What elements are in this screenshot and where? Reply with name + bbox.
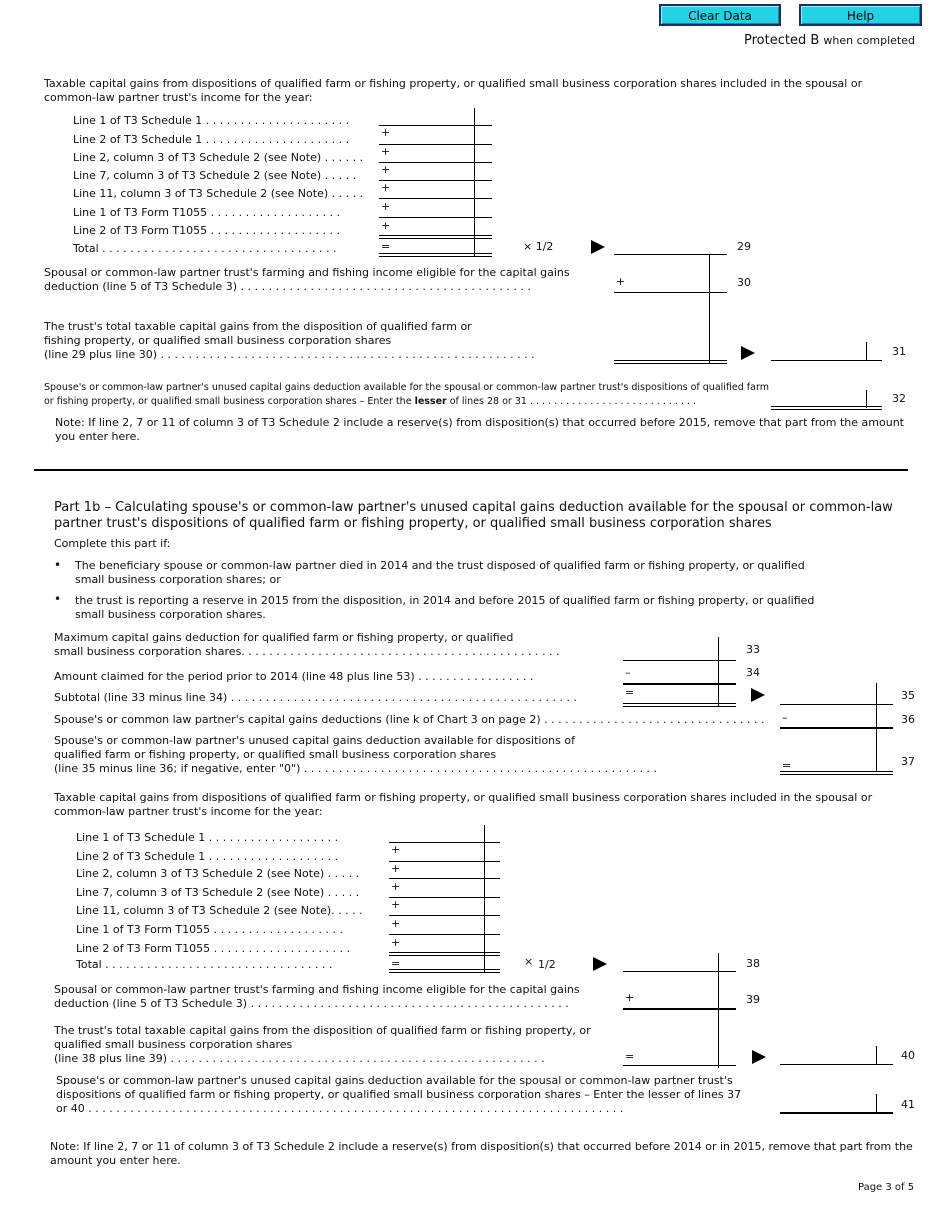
line-31-field[interactable] [771, 360, 882, 361]
line-33-label-1: Maximum capital gains deduction for qualified farm or fishing property, or qualified [54, 631, 514, 644]
arrow-right-icon [741, 346, 755, 360]
line-39-label-1: Spousal or common-law partner trust's farming and fishing income eligible for the capital gains [54, 983, 580, 996]
p1a-row-7: Line 2 of T3 Form T1055 . . . . . . . . . . . . . . . . . . . [73, 224, 341, 237]
line-34-label: Amount claimed for the period prior to 2014 (line 48 plus line 53) . . . . . . . . . . . . . . . . . [54, 670, 534, 683]
p1a-half-multiplier: × 1/2 [523, 240, 554, 253]
plus-sign: + [381, 181, 391, 194]
plus-sign: + [391, 843, 401, 856]
p1a-field-6[interactable] [379, 217, 492, 218]
p1a-row-1: Line 1 of T3 Schedule 1 . . . . . . . . . . . . . . . . . . . . . [73, 114, 350, 127]
p1a-field-total[interactable] [379, 253, 492, 257]
plus-sign: + [391, 936, 401, 949]
p1b-row-5: Line 11, column 3 of T3 Schedule 2 (see Note). . . . . [76, 904, 363, 917]
line-31-cents-divider [866, 342, 867, 360]
arrow-right-icon [593, 957, 607, 971]
p1b-row-total: Total . . . . . . . . . . . . . . . . . . . . . . . . . . . . . . . . . [76, 958, 333, 971]
p1a-row-2: Line 2 of T3 Schedule 1 . . . . . . . . . . . . . . . . . . . . . [73, 133, 350, 146]
complete-if-label: Complete this part if: [54, 537, 171, 550]
p1b-row-6: Line 1 of T3 Form T1055 . . . . . . . . . . . . . . . . . . . [76, 923, 344, 936]
line-35-label: Subtotal (line 33 minus line 34) . . . . . . . . . . . . . . . . . . . . . . . . . . . . . . . . . . . . . . . . . . . . . . . . . . [54, 691, 577, 704]
plus-sign: + [381, 145, 391, 158]
line-number-33: 33 [746, 643, 760, 656]
line-38-field[interactable] [623, 971, 736, 972]
plus-sign: + [625, 991, 635, 1004]
plus-sign: + [391, 898, 401, 911]
line-33-label-2: small business corporation shares. . . . . . . . . . . . . . . . . . . . . . . . . . . . . . . . . . . . . . . . . . . . . . [54, 645, 560, 658]
plus-sign: + [616, 275, 626, 288]
line-32-label-2: or fishing property, or qualified small business corporation shares – Enter the lesser of lines 28 or 31 . . . . . . . . . . . . . . . . . . . . . . . . . . . . [44, 396, 697, 407]
line-41-cents-divider [876, 1094, 877, 1112]
line-37-label-1: Spouse's or common-law partner's unused capital gains deduction available for dispositions of [54, 734, 575, 747]
p1a-row-total: Total . . . . . . . . . . . . . . . . . . . . . . . . . . . . . . . . . . [73, 242, 337, 255]
p1b-field-5[interactable] [389, 915, 500, 916]
line-35-sum-field[interactable] [623, 703, 736, 707]
plus-sign: + [391, 880, 401, 893]
section-divider [34, 469, 908, 471]
p1b-row-7: Line 2 of T3 Form T1055 . . . . . . . . . . . . . . . . . . . . [76, 942, 351, 955]
p1a-field-7[interactable] [379, 235, 492, 239]
p1b-field-3[interactable] [389, 878, 500, 879]
equals-sign: = [782, 759, 792, 772]
p1a-row-6: Line 1 of T3 Form T1055 . . . . . . . . . . . . . . . . . . . [73, 206, 341, 219]
minus-sign: – [625, 666, 631, 679]
line-39-field[interactable] [623, 1008, 736, 1010]
p1a-field-2[interactable] [379, 144, 492, 145]
part1a-note: Note: If line 2, 7 or 11 of column 3 of T3 Schedule 2 include a reserve(s) from disposition(s) that occurred before 2015, remove that part from the amount you enter here. [55, 416, 904, 443]
p1b-field-4[interactable] [389, 897, 500, 898]
line-39-label-2: deduction (line 5 of T3 Schedule 3) . . . . . . . . . . . . . . . . . . . . . . . . . . . . . . . . . . . . . . . . . . . . . . [54, 997, 569, 1010]
line-30-label-1: Spousal or common-law partner trust's farming and fishing income eligible for the capital gains [44, 266, 570, 279]
line-29-field[interactable] [614, 254, 727, 255]
line-number-38: 38 [746, 957, 760, 970]
line-40-sum-field[interactable] [623, 1065, 736, 1066]
line-number-40: 40 [901, 1049, 915, 1062]
plus-sign: + [381, 200, 391, 213]
p1b-row-3: Line 2, column 3 of T3 Schedule 2 (see Note) . . . . . [76, 867, 360, 880]
line-number-39: 39 [746, 993, 760, 1006]
line-41-field[interactable] [780, 1112, 893, 1114]
line-40-cents-divider [876, 1046, 877, 1064]
p1b-half-multiplier: 1/2 [538, 958, 556, 971]
line-number-41: 41 [901, 1098, 915, 1111]
equals-sign: = [625, 1050, 635, 1063]
minus-sign: – [782, 711, 788, 724]
line-31-label-2: fishing property, or qualified small business corporation shares [44, 334, 392, 347]
line-number-32: 32 [892, 392, 906, 405]
help-button[interactable]: Help [799, 4, 922, 26]
line-30-field[interactable] [614, 292, 727, 293]
line-32-label-1: Spouse's or common-law partner's unused capital gains deduction available for the spousal or common-law partner trust's dispositions of qualified farm [44, 382, 769, 393]
bullet-icon: • [54, 592, 62, 606]
p1b-field-2[interactable] [389, 861, 500, 862]
p1b-row-4: Line 7, column 3 of T3 Schedule 2 (see Note) . . . . . [76, 886, 360, 899]
line-35-field[interactable] [780, 704, 893, 705]
p1b-upper-divider [718, 637, 719, 707]
plus-sign: + [381, 163, 391, 176]
p1b-field-total[interactable] [389, 969, 500, 973]
p1a-row-3: Line 2, column 3 of T3 Schedule 2 (see Note) . . . . . . [73, 151, 364, 164]
line-number-34: 34 [746, 666, 760, 679]
equals-sign: = [381, 240, 391, 253]
line-40-field[interactable] [780, 1064, 893, 1065]
part1b-intro: Taxable capital gains from dispositions of qualified farm or fishing property, or qualified small business corporation shares included in the spousal or common-law partner trust's income for the year: [54, 791, 873, 818]
line-32-field[interactable] [771, 406, 882, 410]
p1b-field-1[interactable] [389, 842, 500, 843]
protected-label: Protected B when completed [744, 33, 915, 48]
plus-sign: + [381, 219, 391, 232]
p1a-field-5[interactable] [379, 198, 492, 199]
p1a-row-4: Line 7, column 3 of T3 Schedule 2 (see Note) . . . . . [73, 169, 357, 182]
line-number-37: 37 [901, 755, 915, 768]
part1b-note: Note: If line 2, 7 or 11 of column 3 of T3 Schedule 2 include a reserve(s) from disposition(s) that occurred before 2014 or in 2015, remove that part from the amount you enter here. [50, 1140, 913, 1167]
line-number-30: 30 [737, 276, 751, 289]
part1a-intro: Taxable capital gains from dispositions of qualified farm or fishing property, or qualified small business corporation shares included in the spousal or common-law partner trust's income for the year: [44, 77, 863, 104]
page-number: Page 3 of 5 [858, 1182, 915, 1193]
equals-sign: = [625, 686, 635, 699]
arrow-right-icon [591, 240, 605, 254]
line-37-label-3: (line 35 minus line 36; if negative, enter "0") . . . . . . . . . . . . . . . . . . . . . . . . . . . . . . . . . . . . . . . . . . . . . . . . . . . [54, 762, 658, 775]
line-36-label: Spouse's or common law partner's capital gains deductions (line k of Chart 3 on page 2) . . . . . . . . . . . . . . . . . . . . . . . . . . . . . . . . [54, 713, 765, 726]
line-41-label-3: or 40 . . . . . . . . . . . . . . . . . . . . . . . . . . . . . . . . . . . . . . . . . . . . . . . . . . . . . . . . . . . . . . . . . . . . . . . . . . . . . [56, 1102, 624, 1115]
p1a-column-divider [474, 108, 475, 256]
bullet-icon: • [54, 558, 62, 572]
p1b-field-7[interactable] [389, 952, 500, 956]
plus-sign: + [391, 917, 401, 930]
line-36-field[interactable] [780, 727, 893, 729]
times-sign: × [524, 955, 534, 968]
p1a-field-1[interactable] [379, 125, 492, 126]
line-33-field[interactable] [623, 660, 736, 661]
line-number-36: 36 [901, 713, 915, 726]
bullet-1: The beneficiary spouse or common-law partner died in 2014 and the trust disposed of qualified farm or fishing property, or qualified small business corporation shares; or [75, 559, 805, 586]
line-number-31: 31 [892, 345, 906, 358]
line-41-label-1: Spouse's or common-law partner's unused capital gains deduction available for the spousal or common-law partner trust's [56, 1074, 733, 1087]
arrow-right-icon [751, 688, 765, 702]
line-40-label-1: The trust's total taxable capital gains from the disposition of qualified farm or fishing property, or [54, 1024, 591, 1037]
p1a-field-4[interactable] [379, 180, 492, 181]
line-31-label-3: (line 29 plus line 30) . . . . . . . . . . . . . . . . . . . . . . . . . . . . . . . . . . . . . . . . . . . . . . . . . . . . . . [44, 348, 535, 361]
p1b-row-2: Line 2 of T3 Schedule 1 . . . . . . . . . . . . . . . . . . . [76, 850, 339, 863]
p1a-row-5: Line 11, column 3 of T3 Schedule 2 (see Note) . . . . . [73, 187, 364, 200]
line-31-label-1: The trust's total taxable capital gains from the disposition of qualified farm or [44, 320, 472, 333]
line-34-field[interactable] [623, 683, 736, 685]
equals-sign: = [391, 957, 401, 970]
clear-data-button[interactable]: Clear Data [659, 4, 781, 26]
line-31-sum-field[interactable] [614, 360, 727, 364]
line-40-label-3: (line 38 plus line 39) . . . . . . . . . . . . . . . . . . . . . . . . . . . . . . . . . . . . . . . . . . . . . . . . . . . . . . [54, 1052, 545, 1065]
bullet-2: the trust is reporting a reserve in 2015 from the disposition, in 2014 and before 2015 of qualified farm or fishing property, or qualified small business corporation shares. [75, 594, 815, 621]
p1a-field-3[interactable] [379, 162, 492, 163]
line-41-label-2: dispositions of qualified farm or fishing property, or qualified small business corporation shares – Enter the lesser of lines 37 [56, 1088, 742, 1101]
p1b-field-6[interactable] [389, 934, 500, 935]
p1a-mid-divider [709, 254, 710, 364]
line-37-label-2: qualified farm or fishing property, or qualified small business corporation shares [54, 748, 497, 761]
p1b-row-1: Line 1 of T3 Schedule 1 . . . . . . . . . . . . . . . . . . . [76, 831, 339, 844]
plus-sign: + [391, 862, 401, 875]
line-40-label-2: qualified small business corporation shares [54, 1038, 293, 1051]
p1b-column-divider [484, 825, 485, 973]
line-number-35: 35 [901, 689, 915, 702]
line-number-29: 29 [737, 240, 751, 253]
part1b-title: Part 1b – Calculating spouse's or common-law partner's unused capital gains deduction available for the spousal or common-law partner trust's dispositions of qualified farm or fishing property, or qualified small business corporation shares [54, 500, 893, 531]
arrow-right-icon [752, 1050, 766, 1064]
line-30-label-2: deduction (line 5 of T3 Schedule 3) . . . . . . . . . . . . . . . . . . . . . . . . . . . . . . . . . . . . . . . . . . [44, 280, 531, 293]
plus-sign: + [381, 126, 391, 139]
line-37-field[interactable] [780, 771, 893, 775]
